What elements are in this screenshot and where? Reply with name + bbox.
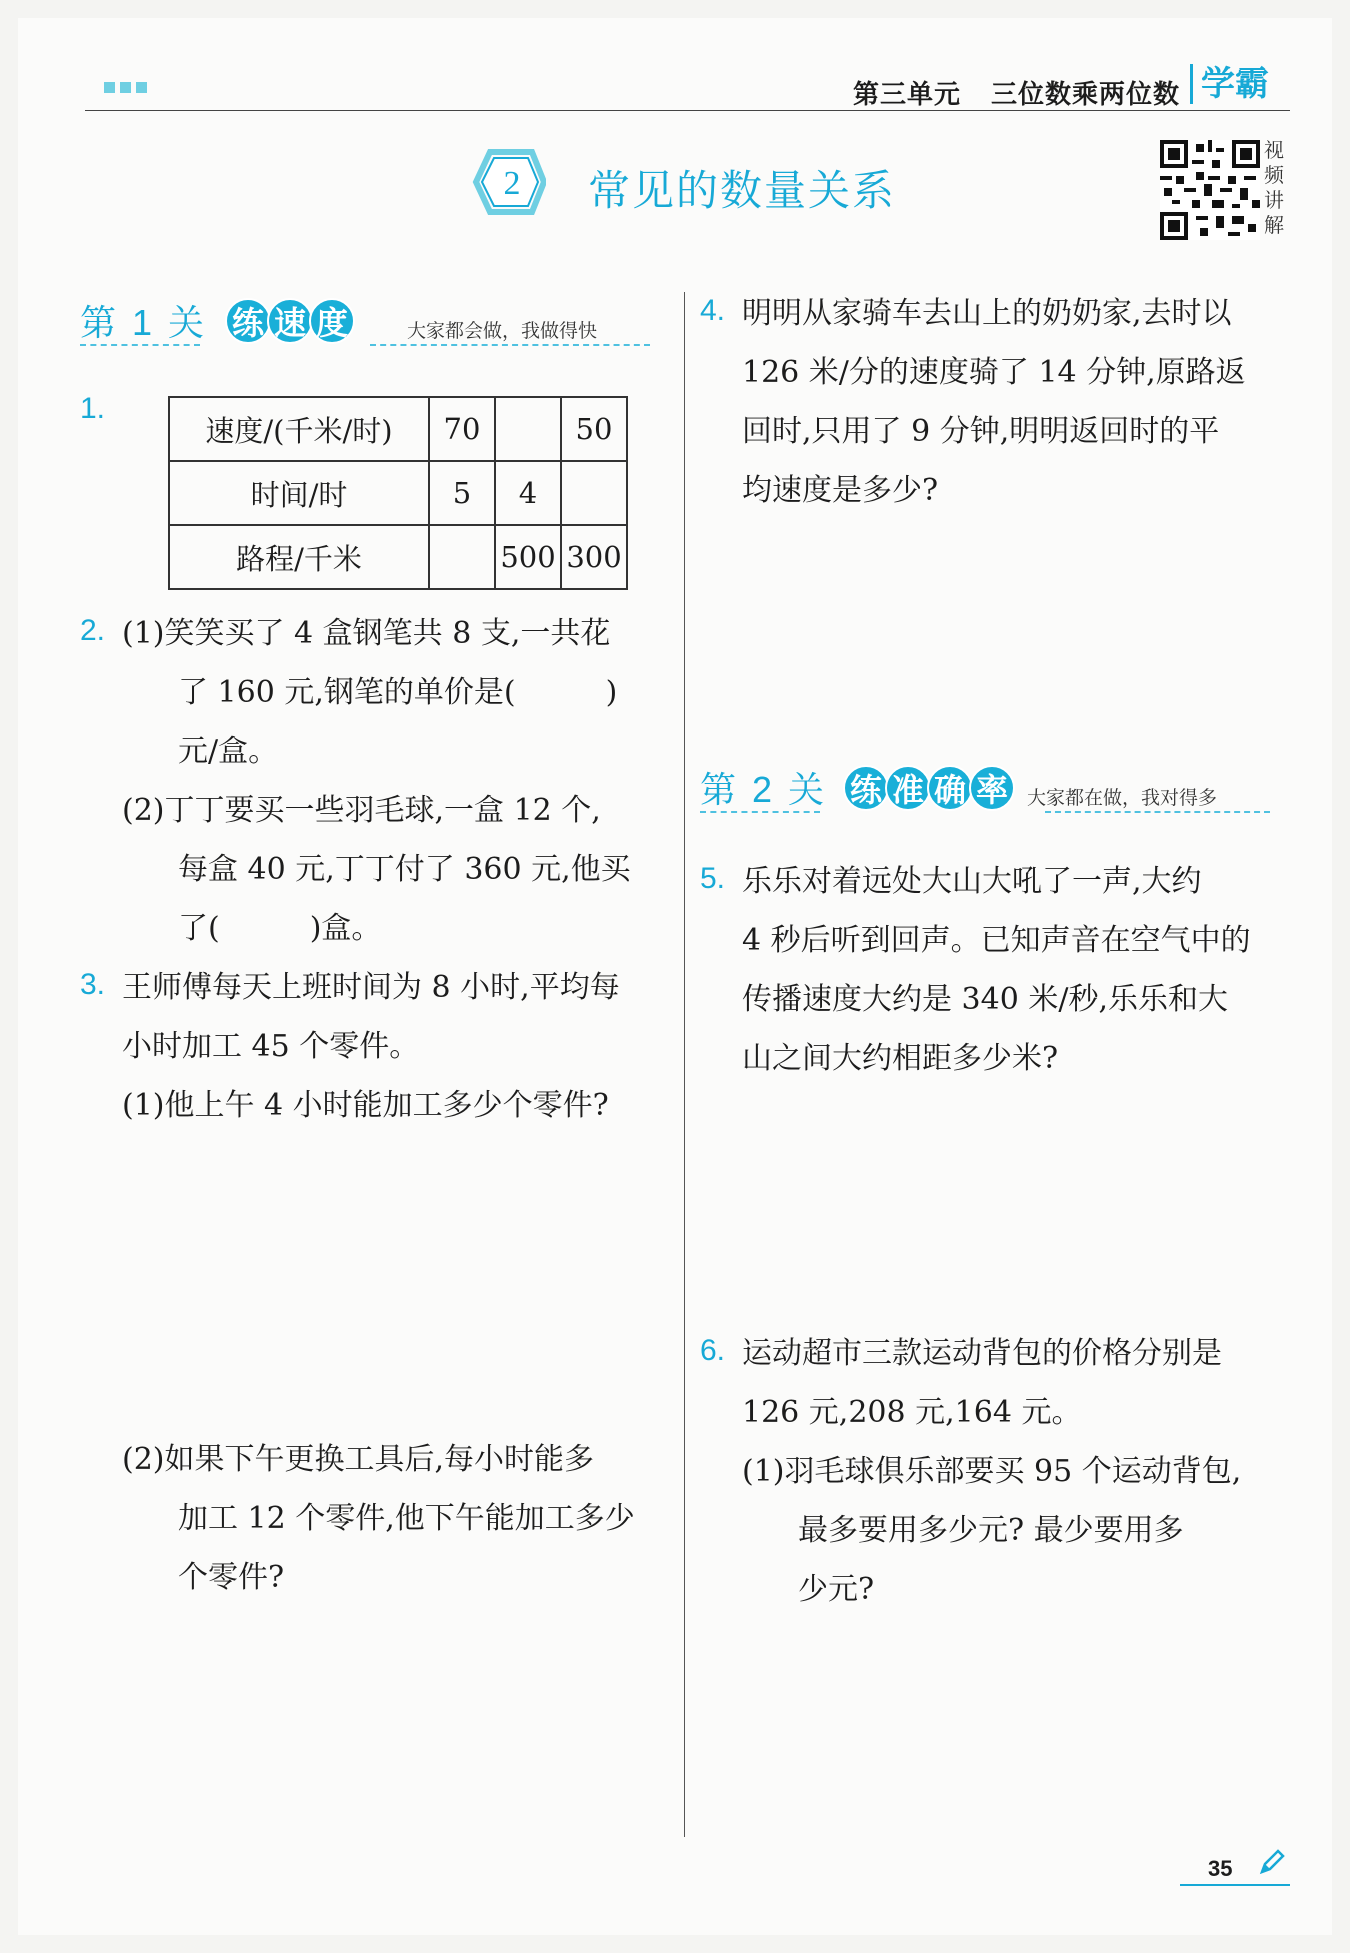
table-row <box>169 397 627 461</box>
level2-underline-right <box>1045 811 1270 813</box>
column-divider <box>684 292 685 1837</box>
q6-part1: (1)羽毛球俱乐部要买 95 个运动背包, 最多要用多少元? 最少要用多 少元? <box>742 1454 1242 1607</box>
header-decoration <box>104 82 147 93</box>
unit-label: 第三单元 <box>852 79 961 109</box>
level2-subtitle: 大家都在做，我对得多 <box>1027 788 1218 809</box>
q2-part2: (2)丁丁要买一些羽毛球,一盒 12 个, 每盒 40 元,丁丁付了 360 元,他买 了( )盒。 <box>122 793 631 946</box>
qr-label: 视 频 讲 解 <box>1264 138 1284 237</box>
qr-code-icon[interactable] <box>1160 140 1260 240</box>
lesson-number-badge <box>462 148 546 216</box>
table-cell: 300 <box>561 525 627 589</box>
level1-badge: 练 <box>225 298 271 344</box>
level1-heading <box>80 295 597 346</box>
level2-prefix: 第 2 关 <box>700 769 828 810</box>
speed-table <box>168 396 628 590</box>
header-rule <box>85 110 1290 111</box>
pencil-icon <box>1258 1848 1286 1876</box>
brand-logo: 学霸 <box>1190 64 1269 104</box>
level2-badge: 练 <box>843 765 889 811</box>
table-cell: 5 <box>429 461 495 525</box>
level1-underline <box>80 344 200 346</box>
level1-underline-right <box>370 344 650 346</box>
header-title <box>853 74 1180 111</box>
q6-number: 6. <box>700 1334 726 1367</box>
table-row <box>169 525 627 589</box>
q4-text: 明明从家骑车去山上的奶奶家,去时以 126 米/分的速度骑了 14 分钟,原路返 回时,只用了 9 分钟,明明返回时的平 均速度是多少? <box>742 296 1246 508</box>
level2-underline <box>700 811 820 813</box>
q1-number: 1. <box>80 392 106 425</box>
level1-badge: 度 <box>309 298 355 344</box>
table-cell[interactable] <box>495 397 561 461</box>
level1-subtitle: 大家都会做，我做得快 <box>407 321 598 342</box>
q2-part1: (1)笑笑买了 4 盒钢笔共 8 支,一共花 了 160 元,钢笔的单价是( ) 元/盒。 <box>122 616 618 769</box>
lesson-title: 常见的数量关系 <box>588 167 897 214</box>
level2-badge: 率 <box>969 765 1015 811</box>
table-cell[interactable] <box>561 461 627 525</box>
q6-stem: 运动超市三款运动背包的价格分别是 126 元,208 元,164 元。 <box>742 1336 1222 1430</box>
level1-prefix: 第 1 关 <box>80 302 208 343</box>
q5-text: 乐乐对着远处大山大吼了一声,大约 4 秒后听到回声。已知声音在空气中的 传播速度大约是 340 米/秒,乐乐和大 山之间大约相距多少米? <box>742 864 1251 1076</box>
table-cell: 速度/(千米/时) <box>169 397 429 461</box>
q5-number: 5. <box>700 862 726 895</box>
level2-badge: 确 <box>927 765 973 811</box>
table-cell: 50 <box>561 397 627 461</box>
q3-part2: (2)如果下午更换工具后,每小时能多 加工 12 个零件,他下午能加工多少 个零件? <box>122 1442 635 1595</box>
table-cell: 4 <box>495 461 561 525</box>
page-number: 35 <box>1208 1856 1233 1881</box>
level1-badge: 速 <box>267 298 313 344</box>
table-row <box>169 461 627 525</box>
level1-badges <box>225 298 351 344</box>
q2-number: 2. <box>80 614 106 647</box>
table-cell: 70 <box>429 397 495 461</box>
topic-label: 三位数乘两位数 <box>990 79 1180 109</box>
q4-number: 4. <box>700 294 726 327</box>
q3-stem: 王师傅每天上班时间为 8 小时,平均每 小时加工 45 个零件。 (1)他上午 4 小时能加工多少个零件? <box>122 970 620 1123</box>
table-cell: 500 <box>495 525 561 589</box>
page-number-rule <box>1180 1884 1290 1886</box>
level2-badge: 准 <box>885 765 931 811</box>
table-cell[interactable] <box>429 525 495 589</box>
level2-heading <box>700 762 1217 813</box>
level2-badges <box>843 765 1011 811</box>
table-cell: 路程/千米 <box>169 525 429 589</box>
lesson-number: 2 <box>503 165 521 202</box>
table-cell: 时间/时 <box>169 461 429 525</box>
q3-number: 3. <box>80 968 106 1001</box>
